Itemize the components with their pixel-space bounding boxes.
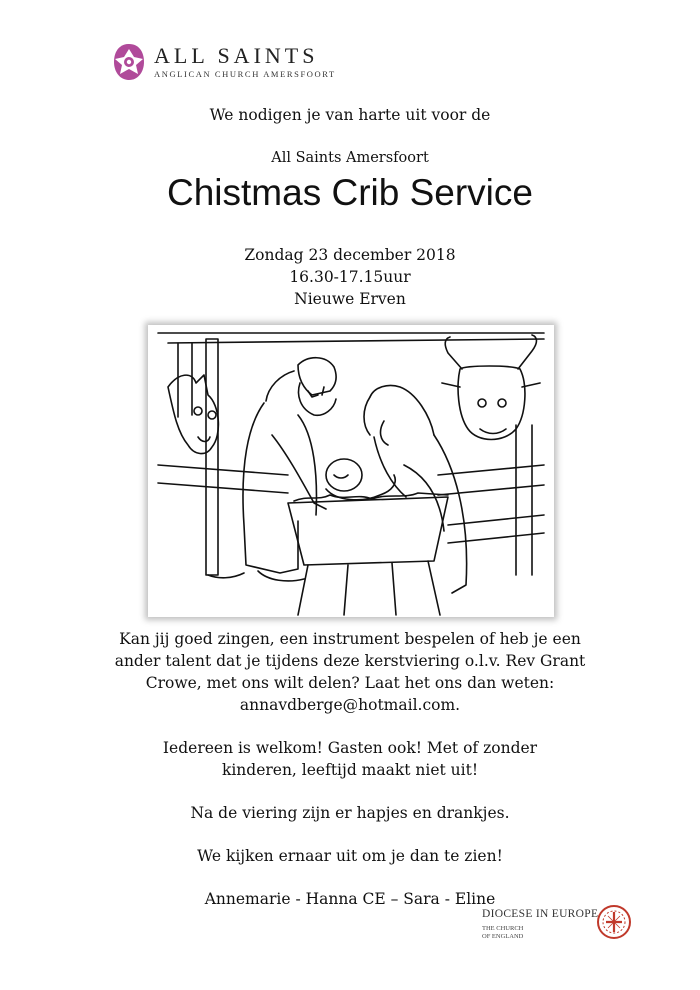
diocese-name: DIOCESE IN EUROPE — [482, 908, 599, 920]
diocese-logo — [478, 902, 638, 948]
diocese-church-line2: OF ENGLAND — [482, 933, 524, 940]
nativity-illustration — [148, 325, 554, 617]
logo-subtitle: ANGLICAN CHURCH AMERSFOORT — [154, 69, 336, 79]
signature: Annemarie - Hanna CE – Sara - Eline — [204, 890, 496, 908]
welcome-paragraph: Iedereen is welkom! Gasten ook! Met of zonder kinderen, leeftijd maakt niet uit! — [162, 739, 538, 779]
logo-name: ALL SAINTS — [154, 43, 319, 68]
talent-paragraph: Kan jij goed zingen, een instrument bespelen of heb je een ander talent dat je tijdens deze kerstviering o.l.v. Rev Grant Crowe, met ons wilt delen? Laat het ons dan weten: annavdberge@hotmail.com. — [114, 630, 586, 714]
event-location: Nieuwe Erven — [294, 290, 406, 308]
event-details — [0, 244, 700, 310]
invitation-intro: We nodigen je van harte uit voor de — [209, 106, 491, 124]
church-of-england-seal-icon — [596, 904, 632, 940]
organizer-name: All Saints Amersfoort — [271, 150, 429, 166]
nativity-scene-icon — [148, 325, 554, 617]
refreshments-paragraph: Na de viering zijn er hapjes en drankjes. — [190, 804, 510, 822]
invitation-body — [0, 628, 700, 931]
diocese-church — [482, 925, 542, 941]
closing-paragraph: We kijken ernaar uit om je dan te zien! — [197, 847, 503, 865]
church-logo — [112, 40, 336, 84]
event-date: Zondag 23 december 2018 — [244, 246, 456, 264]
diocese-church-line1: THE CHURCH — [482, 925, 524, 932]
event-time: 16.30-17.15uur — [289, 268, 411, 286]
all-saints-logo-icon — [112, 42, 146, 82]
page-title: Chistmas Crib Service — [167, 172, 533, 213]
